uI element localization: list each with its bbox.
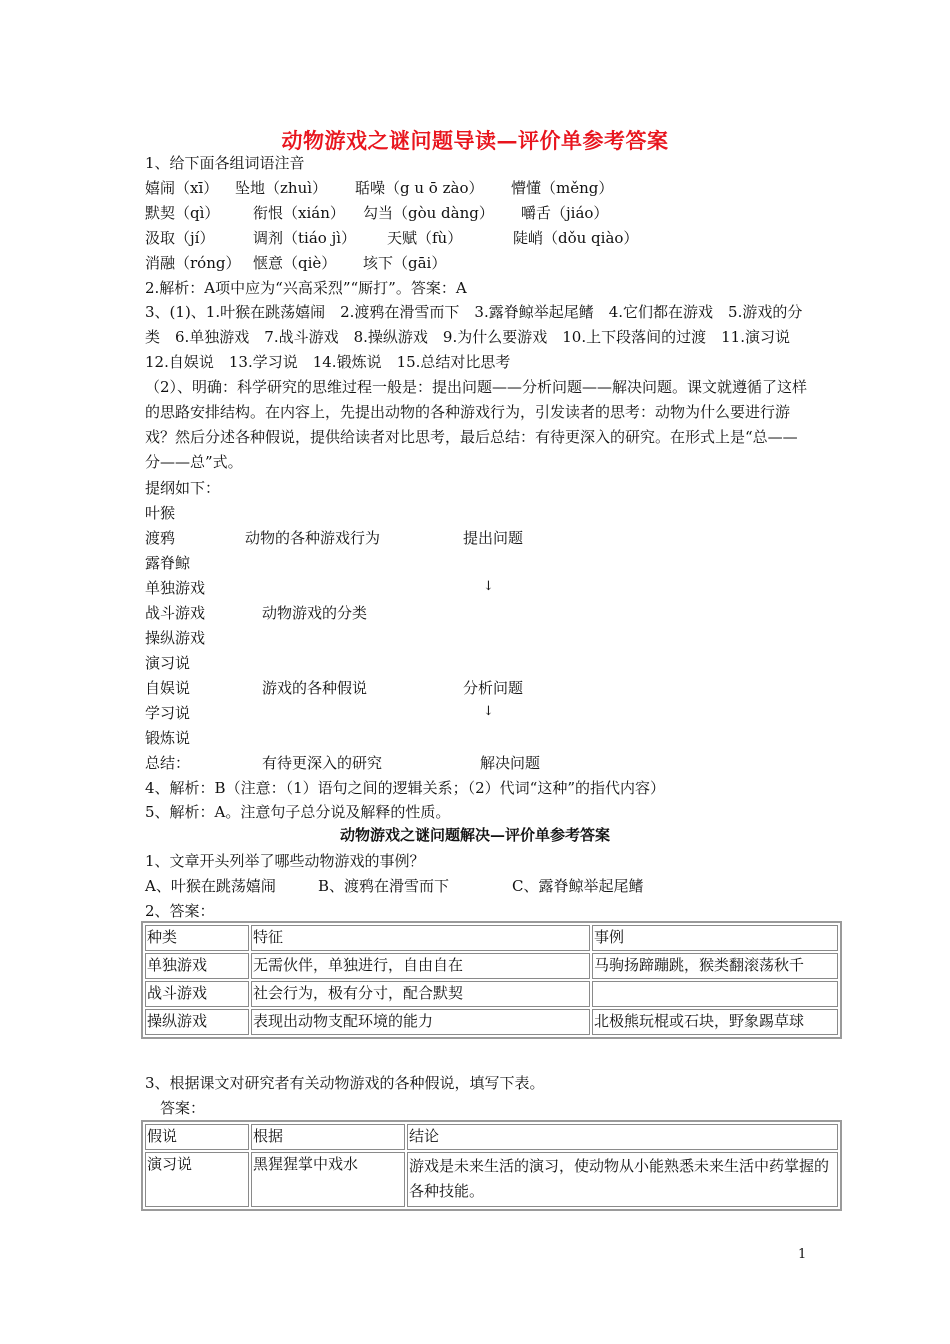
outline-item: 单独游戏 xyxy=(145,579,206,597)
table-header-cell: 假说 xyxy=(145,1124,249,1150)
table-cell: 战斗游戏 xyxy=(145,981,249,1007)
section-2-question-1-options xyxy=(145,876,745,896)
section-2-title: 动物游戏之谜问题解决—评价单参考答案 xyxy=(339,826,610,844)
question-3-part-1: 3、(1)、1.叶猴在跳荡嬉闹 2.渡鸦在滑雪而下 3.露脊鲸举起尾鳍 4.它们都在游戏 5.游戏的分类 6.单独游戏 7.战斗游戏 8.操纵游戏 9.为什么要游戏 10.上下段落间的过渡 11.演习说 12.自娱说 13.学习说 14.锻炼说 15.总结对比思考 xyxy=(145,303,805,371)
pinyin-item: 衔恨（xián） xyxy=(253,204,345,222)
table-cell: 北极熊玩棍或石块，野象踢草球 xyxy=(592,1009,838,1035)
table-header-cell: 特征 xyxy=(251,925,590,951)
question-2-answer: 2.解析：A项中应为“兴高采烈”“厮打”。答案：A xyxy=(145,279,467,297)
section-2-question-3: 3、根据课文对研究者有关动物游戏的各种假说，填写下表。 xyxy=(145,1074,545,1092)
pinyin-item: 天赋（fù） xyxy=(387,229,463,247)
outline-label: 提纲如下： xyxy=(145,479,221,497)
pinyin-item: 懵懂（měng） xyxy=(511,179,614,197)
outline-item: 露脊鲸 xyxy=(145,554,191,572)
table-header-row xyxy=(145,1124,838,1150)
outline-right-item: 提出问题 xyxy=(463,529,524,547)
pinyin-item: 嬉闹（xī） xyxy=(145,179,219,197)
table-row xyxy=(145,1152,838,1207)
table-cell: 操纵游戏 xyxy=(145,1009,249,1035)
pinyin-item: 嚼舌（jiáo） xyxy=(521,204,609,222)
outline-item: 学习说 xyxy=(145,704,191,722)
table-header-row xyxy=(145,925,838,951)
table-header-cell: 结论 xyxy=(407,1124,838,1150)
outline-item: 锻炼说 xyxy=(145,729,191,747)
section-2-question-3-answer-label: 答案： xyxy=(160,1099,206,1117)
pinyin-item: 陡峭（dǒu qiào） xyxy=(513,229,639,247)
table-header-cell: 种类 xyxy=(145,925,249,951)
pinyin-item: 垓下（gāi） xyxy=(363,254,447,272)
outline-item: 叶猴 xyxy=(145,504,176,522)
table-header-cell: 根据 xyxy=(251,1124,405,1150)
outline-item: 演习说 xyxy=(145,654,191,672)
table-cell: 无需伙伴，单独进行，自由自在 xyxy=(251,953,590,979)
question-4-answer: 4、解析：B（注意：（1）语句之间的逻辑关系；（2）代词“这种”的指代内容） xyxy=(145,779,665,797)
outline-mid-item: 动物游戏的分类 xyxy=(262,604,368,622)
outline-item: 战斗游戏 xyxy=(145,604,206,622)
outline-right-item: 解决问题 xyxy=(480,754,541,772)
table-cell: 黑猩猩掌中戏水 xyxy=(251,1152,405,1207)
pinyin-item: 聒噪（g u ō zào） xyxy=(355,179,484,197)
table-cell: 游戏是未来生活的演习，使动物从小能熟悉未来生活中药掌握的各种技能。 xyxy=(407,1152,838,1207)
down-arrow-icon: ↓ xyxy=(483,579,494,594)
outline-mid-item: 动物的各种游戏行为 xyxy=(245,529,381,547)
option-a: A、叶猴在跳荡嬉闹 xyxy=(145,877,276,895)
question-1-heading: 1、给下面各组词语注音 xyxy=(145,154,305,172)
outline-mid-item: 有待更深入的研究 xyxy=(262,754,383,772)
pinyin-row-4 xyxy=(145,253,845,273)
table-row xyxy=(145,953,838,979)
pinyin-item: 默契（qì） xyxy=(145,204,220,222)
pinyin-row-2 xyxy=(145,203,845,223)
table-cell: 马驹扬蹄蹦跳，猴类翻滚荡秋千 xyxy=(592,953,838,979)
section-2-question-2-label: 2、答案： xyxy=(145,902,215,920)
pinyin-item: 调剂（tiáo jì） xyxy=(253,229,357,247)
outline-item: 渡鸦 xyxy=(145,529,176,547)
outline-item: 操纵游戏 xyxy=(145,629,206,647)
question-3-part-2: （2）、明确：科学研究的思维过程一般是：提出问题——分析问题——解决问题。课文就遵循了这样的思路安排结构。在内容上，先提出动物的各种游戏行为，引发读者的思考：动物为什么要进行游戏？然后分述各种假说，提供给读者对比思考，最后总结：有待更深入的研究。在形式上是“总——分——总”式。 xyxy=(145,378,808,471)
pinyin-item: 勾当（gòu dàng） xyxy=(363,204,494,222)
page-number: 1 xyxy=(798,1247,807,1262)
outline-right-item: 分析问题 xyxy=(463,679,524,697)
pinyin-item: 汲取（jí） xyxy=(145,229,215,247)
outline-mid-item: 游戏的各种假说 xyxy=(262,679,368,697)
outline-item: 总结： xyxy=(145,754,191,772)
pinyin-item: 惬意（qiè） xyxy=(253,254,337,272)
table-cell: 表现出动物支配环境的能力 xyxy=(251,1009,590,1035)
section-2-question-1: 1、文章开头列举了哪些动物游戏的事例？ xyxy=(145,852,425,870)
pinyin-item: 坠地（zhuì） xyxy=(235,179,328,197)
table-cell: 单独游戏 xyxy=(145,953,249,979)
game-types-table xyxy=(141,921,842,1039)
pinyin-row-1 xyxy=(145,178,845,198)
table-cell: 社会行为，极有分寸，配合默契 xyxy=(251,981,590,1007)
table-cell xyxy=(592,981,838,1007)
down-arrow-icon: ↓ xyxy=(483,704,494,719)
table-header-cell: 事例 xyxy=(592,925,838,951)
hypotheses-table xyxy=(141,1120,842,1211)
pinyin-item: 消融（róng） xyxy=(145,254,241,272)
table-row xyxy=(145,981,838,1007)
question-5-answer: 5、解析：A。注意句子总分说及解释的性质。 xyxy=(145,803,451,821)
outline-item: 自娱说 xyxy=(145,679,191,697)
page-title: 动物游戏之谜问题导读—评价单参考答案 xyxy=(281,128,669,153)
pinyin-row-3 xyxy=(145,228,845,248)
table-cell: 演习说 xyxy=(145,1152,249,1207)
option-c: C、露脊鲸举起尾鳍 xyxy=(512,877,644,895)
option-b: B、渡鸦在滑雪而下 xyxy=(318,877,450,895)
table-row xyxy=(145,1009,838,1035)
